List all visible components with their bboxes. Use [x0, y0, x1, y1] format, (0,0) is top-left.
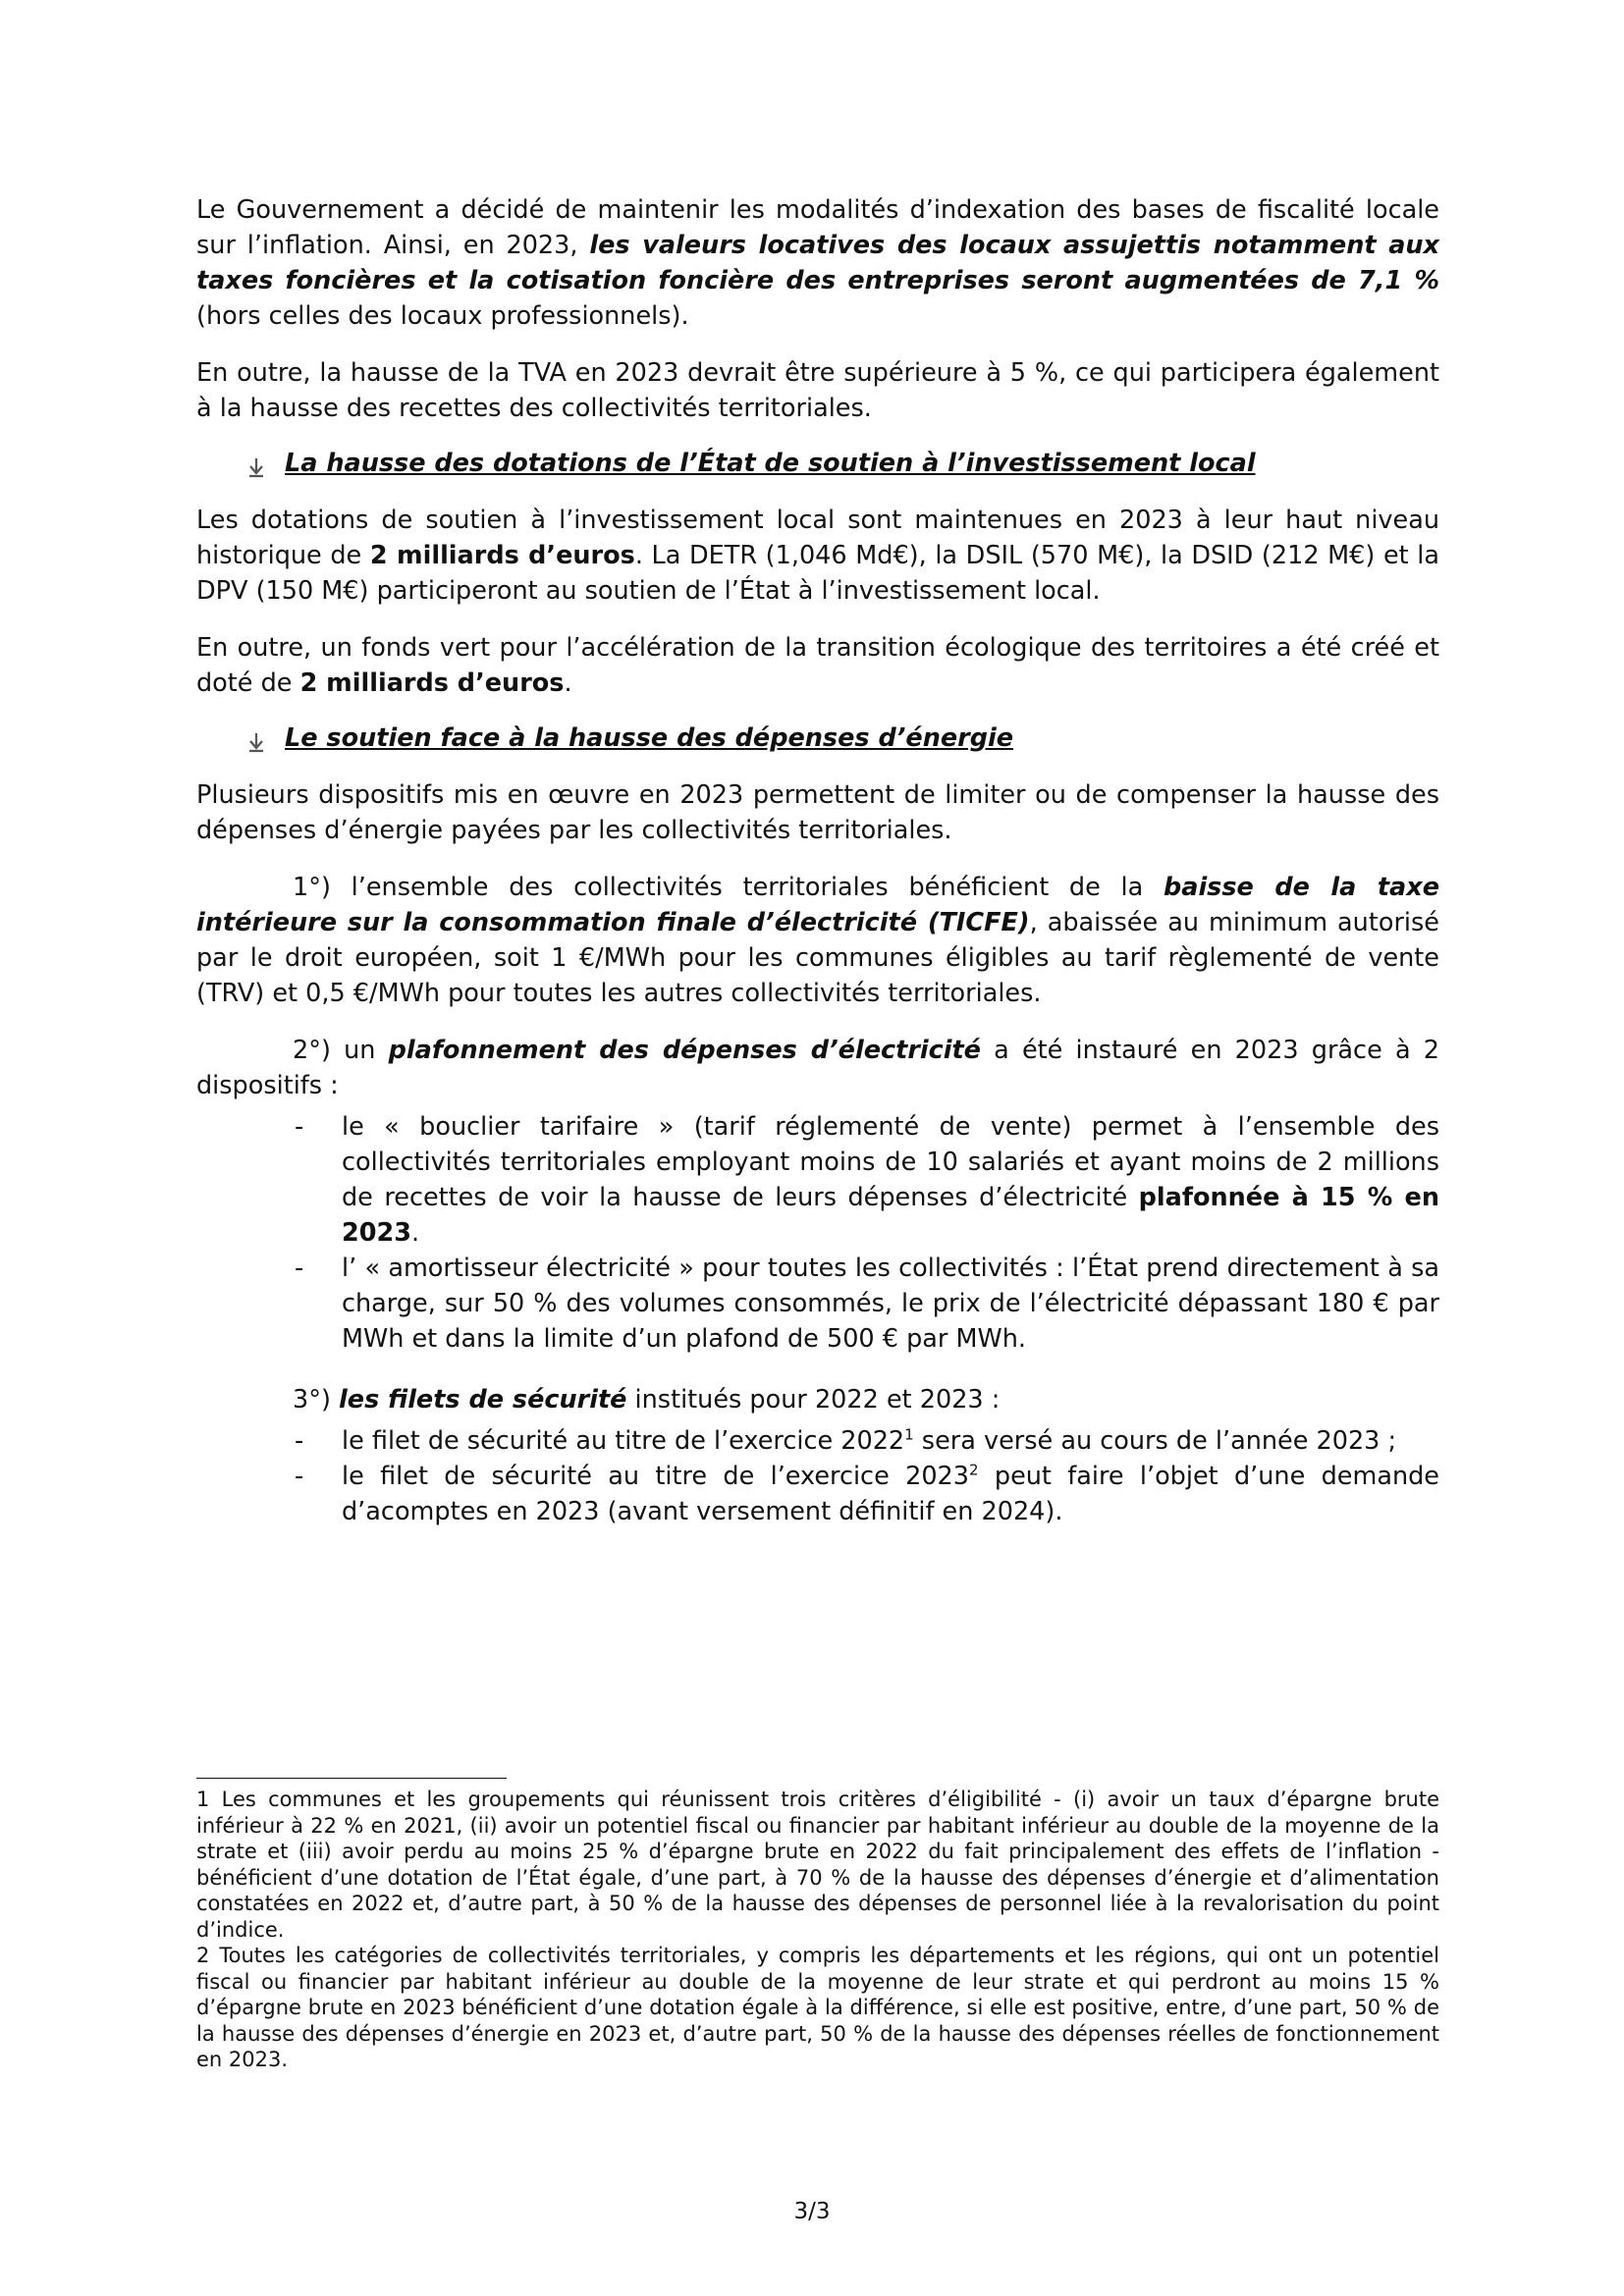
footnote-1: 1 Les communes et les groupements qui réunissent trois critères d’éligibilité - (i) avoir un taux d’épargne brute inférieur à 22 % en 2021, (ii) avoir un potentiel fiscal ou financier par habitant inférieur au double de la moyenne de la strate et (iii) avoir perdu au moins 25 % d’épargne brute en 2022 du fait principalement des effets de l’inflation - bénéficient d’une dotation de l’État égale, d’une part, à 70 % de la hausse des dépenses d’énergie et d’alimentation constatées en 2022 et, d’autre part, à 50 % de la hausse des dépenses de personnel liée à la revalorisation du point d’indice.: [196, 1788, 1439, 1942]
section-heading-dotations: [196, 446, 1439, 481]
list-item: [196, 1423, 1439, 1459]
paragraph-plafonnement: [196, 1033, 1439, 1103]
text: institués pour 2022 et 2023 :: [626, 1385, 1001, 1415]
emphasis-filets: les filets de sécurité: [339, 1385, 627, 1415]
page-number: 3/3: [793, 2199, 831, 2224]
paragraph-dispositifs: Plusieurs dispositifs mis en œuvre en 2023 permettent de limiter ou de compenser la hausse des dépenses d’énergie payées par les collectivités territoriales.: [196, 780, 1439, 845]
text: Le Gouvernement a décidé de maintenir les modalités d’indexation des bases de fiscalité locale sur l’inflation. Ainsi, en 2023,: [196, 195, 1439, 260]
text: le filet de sécurité au titre de l’exercice 2022: [342, 1426, 905, 1456]
list-item: [196, 1459, 1439, 1529]
list-filets: [196, 1423, 1439, 1529]
text: (hors celles des locaux professionnels).: [196, 301, 689, 331]
footnote-2: 2 Toutes les catégories de collectivités territoriales, y compris les départements et les régions, qui ont un potentiel fiscal ou financier par habitant inférieur au double de la moyenne de leur strate et qui perdront au moins 15 % d’épargne brute en 2023 bénéficient d’une dotation égale à la différence, si elle est positive, entre, d’une part, 50 % de la hausse des dépenses d’énergie en 2023 et, d’autre part, 50 % de la hausse des dépenses réelles de fonctionnement en 2023.: [196, 1944, 1439, 2071]
text: 2°) un: [293, 1036, 389, 1065]
arrow-down-bullet-icon: [245, 453, 267, 474]
list-dispositifs: [196, 1109, 1439, 1357]
text: 1°) l’ensemble des collectivités territoriales bénéficient de la: [293, 873, 1164, 902]
footnote-ref-2[interactable]: 2: [969, 1461, 979, 1479]
arrow-down-bullet-icon: [245, 727, 267, 749]
emphasis-amount: 2 milliards d’euros: [369, 541, 635, 570]
text: 3°): [293, 1385, 340, 1415]
emphasis-plafonnement: plafonnement des dépenses d’électricité: [388, 1036, 981, 1065]
footnote-separator: [196, 1778, 507, 1779]
emphasis-plafonnee: plafonnée à 15 % en 2023: [342, 1183, 1439, 1248]
heading-text: Le soutien face à la hausse des dépenses d’énergie: [285, 723, 1014, 753]
emphasis-ticfe: baisse de la taxe intérieure sur la consommation finale d’électricité (TICFE): [196, 873, 1439, 937]
text: En outre, un fonds vert pour l’accélération de la transition écologique des territoires a été créé et doté de: [196, 633, 1439, 698]
paragraph-indexation: [196, 192, 1439, 334]
paragraph-ticfe: [196, 870, 1439, 1011]
paragraph-dotations: [196, 503, 1439, 609]
heading-text: La hausse des dotations de l’État de soutien à l’investissement local: [285, 449, 1256, 478]
text: a été instauré en 2023 grâce à 2 dispositifs :: [196, 1036, 1439, 1100]
list-item: - l’ « amortisseur électricité » pour toutes les collectivités : l’État prend directement à sa charge, sur 50 % des volumes consommés, le prix de l’électricité dépassant 180 € par MWh et dans la limite d’un plafond de 500 € par MWh.: [196, 1251, 1439, 1357]
paragraph-tva: En outre, la hausse de la TVA en 2023 devrait être supérieure à 5 %, ce qui participera également à la hausse des recettes des collectivités territoriales.: [196, 358, 1439, 423]
footnotes: [196, 1787, 1439, 2073]
text: le filet de sécurité au titre de l’exercice 2023: [342, 1462, 969, 1491]
text: peut faire l’objet d’une demande d’acomptes en 2023 (avant versement définitif en 2024).: [342, 1462, 1439, 1526]
text: , abaissée au minimum autorisé par le droit européen, soit 1 €/MWh pour les communes éligibles au tarif règlementé de vente (TRV) et 0,5 €/MWh pour toutes les autres collectivités territoriales.: [196, 908, 1439, 1008]
text: le « bouclier tarifaire » (tarif réglementé de vente) permet à l’ensemble des collectivités territoriales employant moins de 10 salariés et ayant moins de 2 millions de recettes de voir la hausse de leurs dépenses d’électricité: [342, 1112, 1439, 1212]
section-heading-energie: [196, 721, 1439, 756]
text: .: [564, 668, 572, 698]
emphasis-amount: 2 milliards d’euros: [299, 668, 565, 698]
text: Les dotations de soutien à l’investissement local sont maintenues en 2023 à leur haut niveau historique de: [196, 506, 1439, 570]
emphasis-valeurs-locatives: les valeurs locatives des locaux assujettis notamment aux taxes foncières et la cotisation foncière des entreprises seront augmentées de 7,1 %: [196, 231, 1439, 295]
document-body: [196, 192, 1439, 1529]
paragraph-filets: [196, 1382, 1439, 1417]
text: .: [410, 1218, 420, 1248]
text: . La DETR (1,046 Md€), la DSIL (570 M€), la DSID (212 M€) et la DPV (150 M€) participeront au soutien de l’État à l’investissement local.: [196, 541, 1439, 606]
footnote-ref-1[interactable]: 1: [904, 1425, 914, 1444]
text: sera versé au cours de l’année 2023 ;: [913, 1426, 1397, 1456]
paragraph-fonds-vert: [196, 630, 1439, 701]
list-item: [196, 1109, 1439, 1251]
